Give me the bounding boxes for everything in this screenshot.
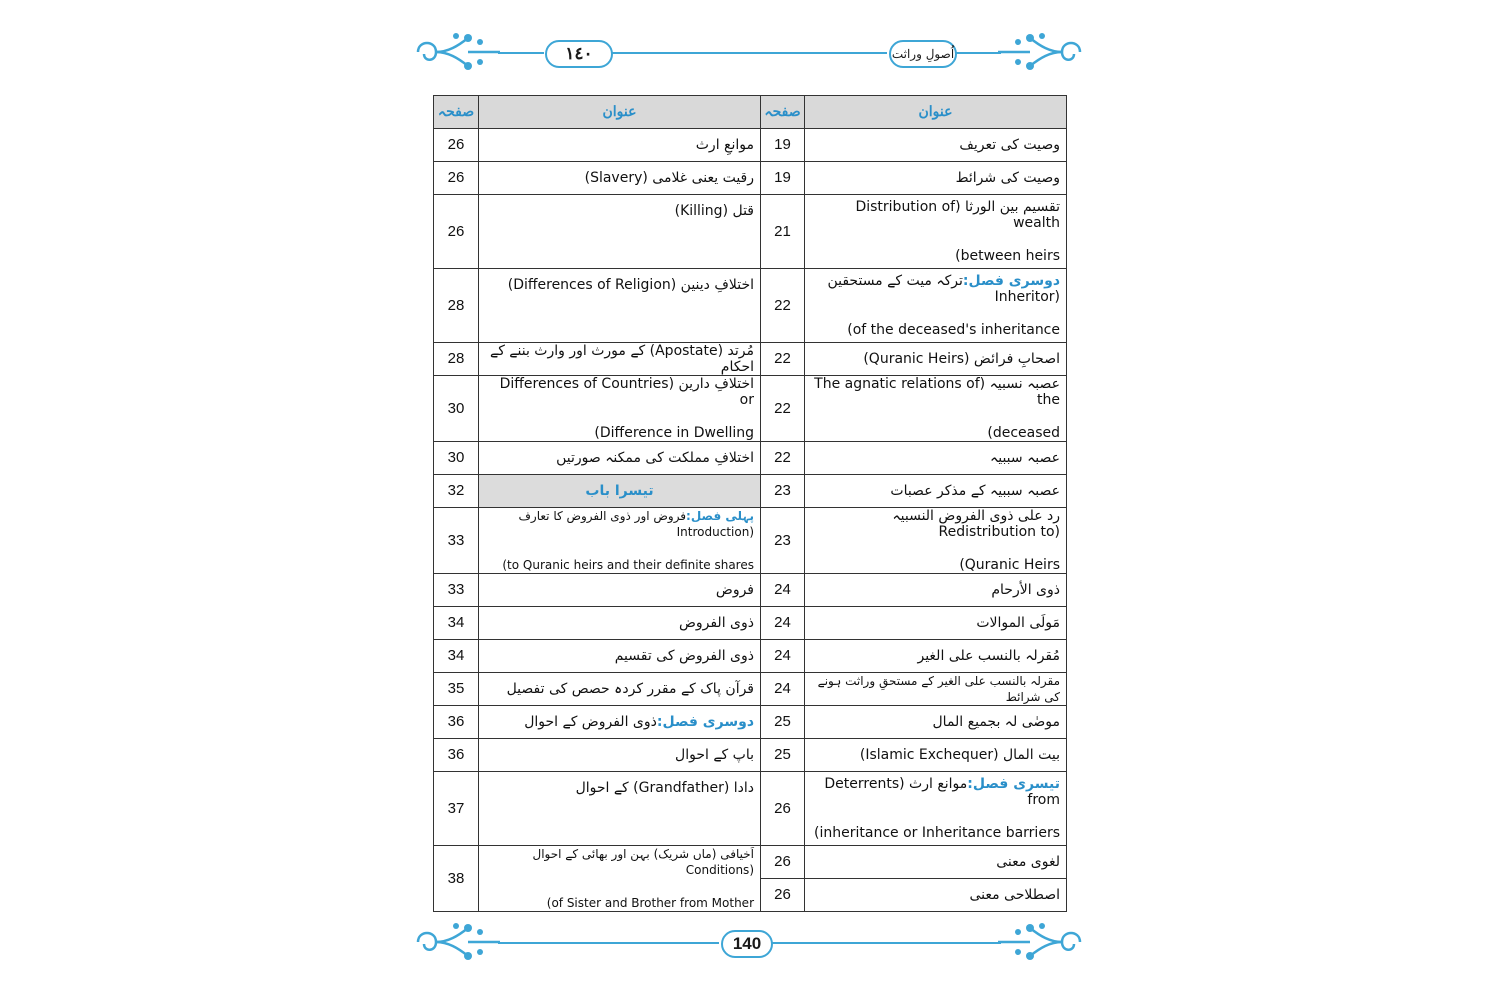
table-row [434,846,1067,879]
entry-page: 24 [761,673,805,706]
entry-title: قتل (Killing) [479,195,761,269]
entry-page: 37 [434,772,479,846]
entry-title [805,508,1067,574]
entry-page: 33 [434,508,479,574]
header-page-left: صفحہ [434,96,479,129]
table-row [434,442,1067,475]
entry-page: 26 [434,129,479,162]
entry-title-line1: ذوی الفروض کے احوال [524,714,657,730]
entry-title [805,772,1067,846]
entry-title: اختلافِ دینین (Differences of Religion) [479,269,761,343]
entry-title: فروض [479,574,761,607]
table-header-row [434,96,1067,129]
entry-title: لغوی معنی [805,846,1067,879]
table-row [434,739,1067,772]
header-page-number: ١٤٠ [545,40,613,68]
chapter-label: تیسری فصل: [967,776,1060,792]
entry-page: 25 [761,739,805,772]
entry-title-line1: ترکہ میت کے مستحقین (Inheritor [827,273,1060,305]
chapter-label: دوسری فصل: [656,714,754,730]
entry-title: باپ کے احوال [479,739,761,772]
table-row [434,376,1067,442]
header-page-right: صفحہ [761,96,805,129]
entry-title [479,706,761,739]
entry-title: مُرتد (Apostate) کے مورث اور وارث بننے کے احکام [479,343,761,376]
entry-page: 22 [761,376,805,442]
entry-title-line1: اختلافِ دارین (Differences of Countries or [499,376,754,408]
table-row [434,269,1067,343]
entry-title: ذوی الفروض [479,607,761,640]
ornament-top-right-icon [998,28,1090,76]
entry-title-line1: تقسیم بین الورثا (Distribution of wealth [855,199,1060,231]
header-running-title: اُصولِ وراثت [889,40,957,68]
entry-title [805,269,1067,343]
entry-page: 23 [761,508,805,574]
entry-page: 24 [761,607,805,640]
header-rule-middle [611,52,887,54]
entry-page: 30 [434,376,479,442]
table-row [434,343,1067,376]
entry-title: وصیت کی تعریف [805,129,1067,162]
entry-page: 26 [761,772,805,846]
entry-title-line1: رد علی ذوی الفروض النسبیہ (Redistribution to [892,508,1060,540]
entry-page: 24 [761,640,805,673]
entry-title: اصطلاحی معنی [805,879,1067,912]
entry-title [805,376,1067,442]
entry-title [805,195,1067,269]
entry-title-line2: Quranic Heirs) [959,557,1060,573]
entry-title: موصٰی لہ بجمیع المال [805,706,1067,739]
header-rule-right [955,52,1001,54]
header-title-left: عنوان [479,96,761,129]
table-row [434,706,1067,739]
table-row [434,195,1067,269]
entry-title: دادا (Grandfather) کے احوال [479,772,761,846]
entry-page: 28 [434,343,479,376]
entry-title: ذوی الأرحام [805,574,1067,607]
entry-title-line2: of Sister and Brother from Mother) [546,896,754,910]
table-row [434,162,1067,195]
entry-title-line1: عصبہ نسبیہ (The agnatic relations of the [814,376,1060,408]
entry-page: 19 [761,129,805,162]
entry-page: 32 [434,475,479,508]
entry-title-line2: Difference in Dwelling) [594,425,754,441]
entry-title: رقیت یعنی غلامی (Slavery) [479,162,761,195]
table-row [434,574,1067,607]
entry-title [479,376,761,442]
entry-page: 26 [434,195,479,269]
entry-title-line1: فروض اور ذوی الفروض کا تعارف (Introduction [518,509,754,539]
entry-page: 26 [761,846,805,879]
entry-title: ذوی الفروض کی تقسیم [479,640,761,673]
entry-title-line1: اَخیافی (ماں شریک) بہن اور بھائی کے احوال (Conditions [532,847,754,877]
entry-page: 24 [761,574,805,607]
entry-title: وصیت کی شرائط [805,162,1067,195]
entry-title: عصبہ سببیہ کے مذکر عصبات [805,475,1067,508]
table-row [434,475,1067,508]
entry-title-line2: to Quranic heirs and their definite shares) [502,558,754,572]
entry-title: اصحابِ فرائض (Quranic Heirs) [805,343,1067,376]
entry-title-line2: inheritance or Inheritance barriers) [814,825,1060,841]
ornament-bottom-left-icon [408,918,500,966]
entry-page: 30 [434,442,479,475]
entry-title: مَولَی الموالات [805,607,1067,640]
entry-page: 28 [434,269,479,343]
entry-page: 36 [434,739,479,772]
entry-title: موانعِ ارث [479,129,761,162]
entry-page: 34 [434,640,479,673]
entry-page: 34 [434,607,479,640]
table-row [434,129,1067,162]
entry-page: 25 [761,706,805,739]
entry-title [479,846,761,912]
entry-page: 21 [761,195,805,269]
entry-title: قرآن پاک کے مقرر کردہ حصص کی تفصیل [479,673,761,706]
header-title-right: عنوان [805,96,1067,129]
entry-page: 26 [434,162,479,195]
entry-title: مقرلہ بالنسب علی الغیر کے مستحقِ وراثت ہونے کی شرائط [805,673,1067,706]
footer-rule-left [498,942,719,944]
entry-title [479,508,761,574]
ornament-top-left-icon [408,28,500,76]
entry-title-line2: between heirs) [955,248,1060,264]
table-row [434,640,1067,673]
table-row [434,673,1067,706]
entry-page: 33 [434,574,479,607]
entry-title-line1: موانع ارث (Deterrents from [824,776,1060,808]
entry-page: 19 [761,162,805,195]
table-row [434,607,1067,640]
header-rule-left [498,52,544,54]
entry-title: اختلافِ مملکت کی ممکنہ صورتیں [479,442,761,475]
entry-title: مُقرلہ بالنسب علی الغیر [805,640,1067,673]
entry-title-line2: deceased) [987,425,1060,441]
chapter-label: دوسری فصل: [962,273,1060,289]
footer-page-number: 140 [721,930,773,958]
entry-page: 38 [434,846,479,912]
contents-table [433,95,1067,912]
table-row [434,508,1067,574]
entry-page: 22 [761,269,805,343]
table-row [434,772,1067,846]
entry-page: 23 [761,475,805,508]
entry-page: 22 [761,442,805,475]
entry-title-line2: of the deceased's inheritance) [847,322,1060,338]
entry-page: 36 [434,706,479,739]
chapter-label: پہلی فصل: [686,509,754,523]
entry-page: 22 [761,343,805,376]
ornament-bottom-right-icon [998,918,1090,966]
section-heading: تیسرا باب [479,475,761,508]
entry-title: بیت المال (Islamic Exchequer) [805,739,1067,772]
footer-rule-right [771,942,1001,944]
entry-page: 35 [434,673,479,706]
entry-title: عصبہ سببیہ [805,442,1067,475]
entry-page: 26 [761,879,805,912]
